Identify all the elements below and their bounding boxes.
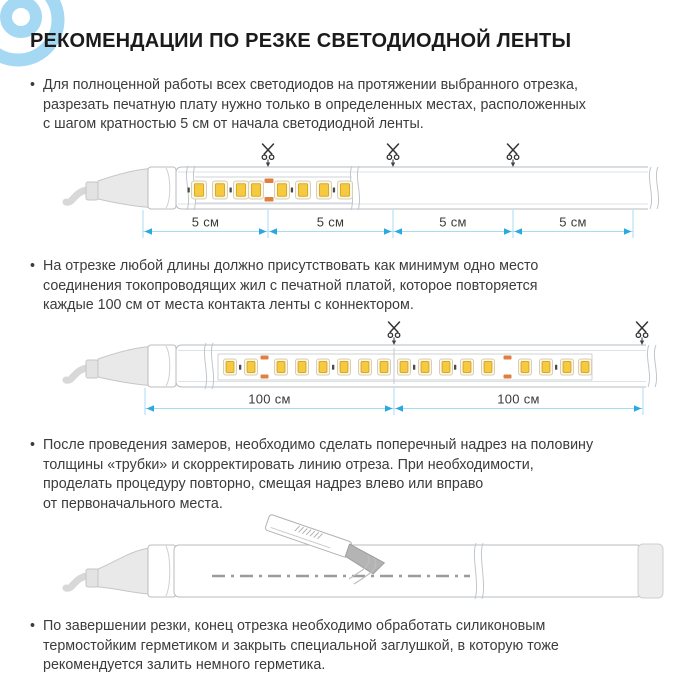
scissors-icon bbox=[387, 144, 399, 167]
led bbox=[249, 181, 264, 199]
dimension-label: 100 см bbox=[497, 391, 540, 407]
led bbox=[338, 181, 353, 199]
scissors-icon bbox=[262, 144, 274, 167]
led-tube bbox=[174, 543, 663, 599]
bullet-text-line: проделать процедуру повторно, смещая надрез влево или вправо bbox=[43, 476, 484, 493]
bullet-text-line: каждые 100 см от места контакта ленты с коннектором. bbox=[43, 297, 414, 314]
bullet-text-line: от первоначального места. bbox=[43, 495, 223, 512]
resistor-mark bbox=[188, 188, 190, 193]
led bbox=[317, 181, 332, 199]
dimension-label: 5 см bbox=[559, 214, 587, 230]
scissors-icon bbox=[388, 322, 400, 345]
bullet-text bbox=[43, 257, 538, 316]
bullet-text-line: рекомендуется залить немного герметика. bbox=[43, 657, 326, 674]
bullet-text-line: Для полноценной работы всех светодиодов на протяжении выбранного отрезка, bbox=[43, 77, 578, 93]
bullet-text-line: разрезать печатную плату нужно только в определенных местах, расположенных bbox=[43, 96, 586, 113]
dimension-line-5cm bbox=[143, 210, 633, 238]
instruction-bullet bbox=[30, 617, 559, 676]
scissors-icon bbox=[636, 322, 648, 345]
instruction-bullet bbox=[30, 257, 538, 316]
bullet-text-line: термостойким герметиком и закрыть специальной заглушкой, в которую тоже bbox=[43, 637, 559, 654]
bullet-text-line: На отрезке любой длины должно присутствовать как минимум одно место bbox=[43, 258, 539, 274]
bullet-text bbox=[43, 76, 586, 135]
led bbox=[192, 181, 207, 199]
page-title: РЕКОМЕНДАЦИИ ПО РЕЗКЕ СВЕТОДИОДНОЙ ЛЕНТЫ bbox=[30, 30, 572, 52]
bullet-text-line: После проведения замеров, необходимо сделать поперечный надрез на половину bbox=[43, 437, 594, 453]
dimension-label: 5 см bbox=[439, 214, 467, 230]
bullet-text-line: соединения токопроводящих жил с печатной платой, которое повторяется bbox=[43, 277, 538, 294]
bullet-icon: • bbox=[30, 258, 36, 274]
resistor-mark bbox=[291, 188, 293, 193]
bullet-text-line: с шагом кратностью 5 см от начала светодиодной ленты. bbox=[43, 116, 424, 133]
bullet-text-line: толщины «трубки» и скорректировать линию отреза. При необходимости, bbox=[43, 456, 534, 473]
resistor-mark bbox=[333, 188, 335, 193]
bullet-icon: • bbox=[30, 437, 36, 453]
power-wire-connector bbox=[66, 545, 176, 597]
dimension-label: 5 см bbox=[316, 214, 345, 230]
diagram-knife-cut bbox=[0, 500, 700, 612]
led bbox=[275, 181, 290, 199]
resistor-mark bbox=[230, 188, 232, 193]
diagram-cut-points-5cm bbox=[0, 142, 700, 250]
end-cap-plug bbox=[638, 544, 663, 598]
led bbox=[213, 181, 228, 199]
bullet-icon: • bbox=[30, 618, 36, 634]
power-wire-connector bbox=[66, 167, 176, 209]
dimension-label: 100 см bbox=[248, 391, 291, 407]
led bbox=[234, 181, 249, 199]
dimension-label: 5 см bbox=[191, 214, 220, 230]
bullet-text-line: По завершении резки, конец отрезка необходимо обработать силиконовым bbox=[43, 618, 546, 634]
scissors-icon bbox=[507, 144, 519, 167]
bullet-text bbox=[43, 617, 559, 676]
led bbox=[296, 181, 311, 199]
power-wire-connector bbox=[66, 345, 176, 387]
dimension-line-100cm bbox=[145, 388, 643, 415]
bullet-icon: • bbox=[30, 77, 36, 93]
instruction-bullet bbox=[30, 76, 586, 135]
diagram-connection-100cm bbox=[0, 320, 700, 420]
